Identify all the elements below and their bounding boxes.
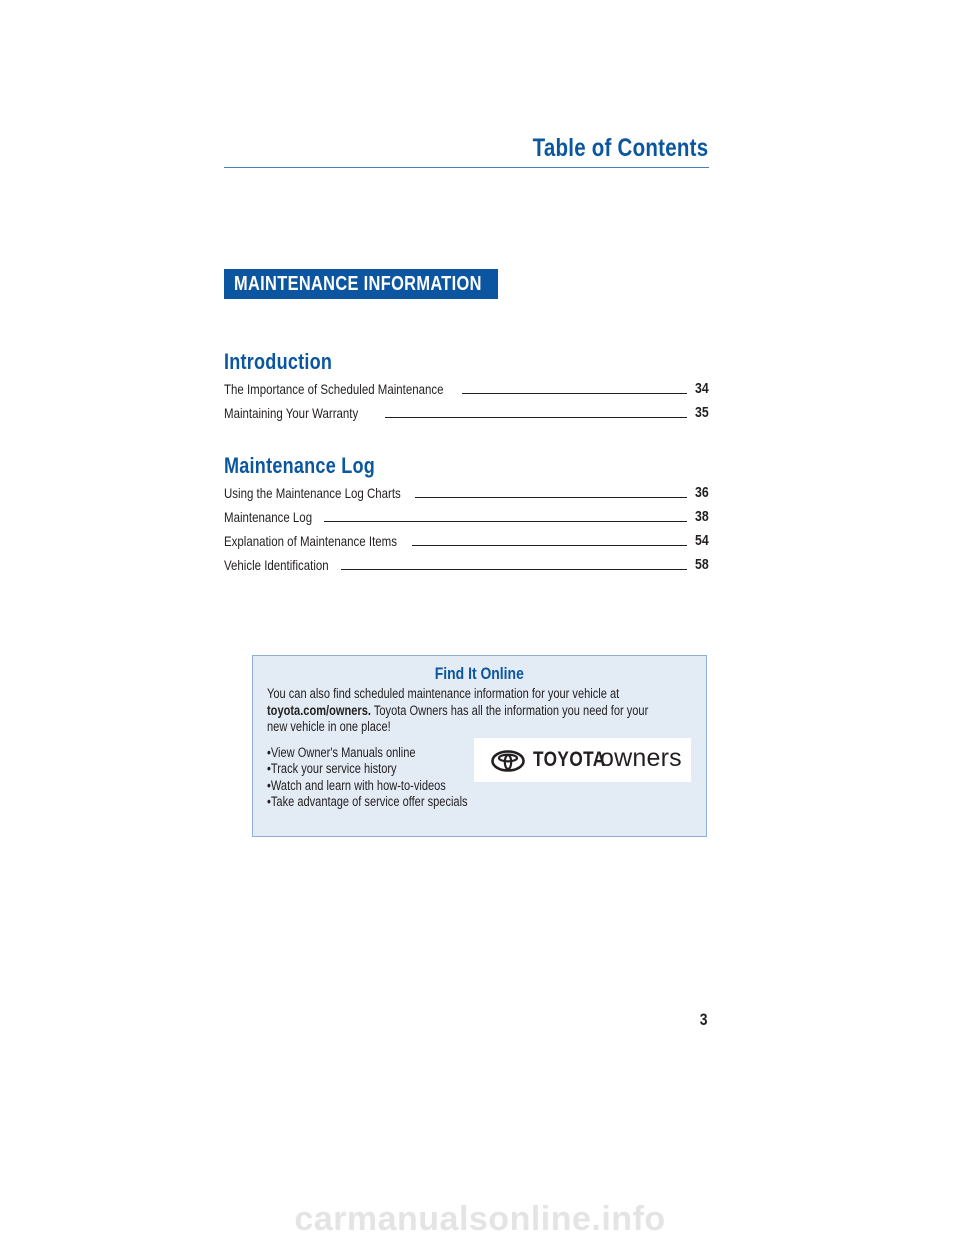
toyota-wordmark: TOYOTA [533, 748, 606, 771]
toc-entry[interactable]: The Importance of Scheduled Maintenance 34 [224, 380, 709, 397]
list-item: •Take advantage of service offer specials [267, 793, 468, 809]
owners-wordmark: owners [600, 744, 682, 772]
owners-link[interactable]: toyota.com/owners. [267, 702, 371, 718]
toc-heading-introduction: Introduction [224, 349, 333, 374]
toyota-owners-logo [474, 738, 691, 782]
toc-heading-maintenance-log: Maintenance Log [224, 453, 376, 478]
find-it-online-title: Find It Online [434, 664, 525, 683]
dot-leader [324, 521, 687, 522]
dot-leader [385, 417, 687, 418]
dot-leader [412, 545, 687, 546]
find-it-online-text: You can also find scheduled maintenance information for your vehicle at toyota.com/owners. Toyota Owners has all the information you need for your new vehicle in one place! [267, 686, 649, 734]
dot-leader [341, 569, 687, 570]
toc-entry[interactable]: Explanation of Maintenance Items 54 [224, 532, 709, 549]
section-banner: MAINTENANCE INFORMATION [224, 269, 498, 299]
watermark: carmanualsonline.info [294, 1200, 666, 1238]
list-item: •View Owner's Manuals online [267, 745, 416, 760]
toyota-emblem-icon [491, 750, 525, 772]
toc-entry[interactable]: Maintenance Log 38 [224, 508, 709, 525]
toc-entry[interactable]: Vehicle Identification 58 [224, 556, 709, 573]
list-item: •Track your service history [267, 761, 397, 777]
header-divider [224, 167, 709, 168]
page-title: Table of Contents [532, 134, 708, 162]
find-it-online-box [252, 655, 707, 837]
page-number: 3 [699, 1010, 707, 1029]
list-item: •Watch and learn with how-to-videos [267, 777, 446, 793]
toc-entry[interactable]: Maintaining Your Warranty 35 [224, 404, 709, 421]
dot-leader [462, 393, 687, 394]
dot-leader [415, 497, 687, 498]
toc-entry[interactable]: Using the Maintenance Log Charts 36 [224, 484, 709, 501]
